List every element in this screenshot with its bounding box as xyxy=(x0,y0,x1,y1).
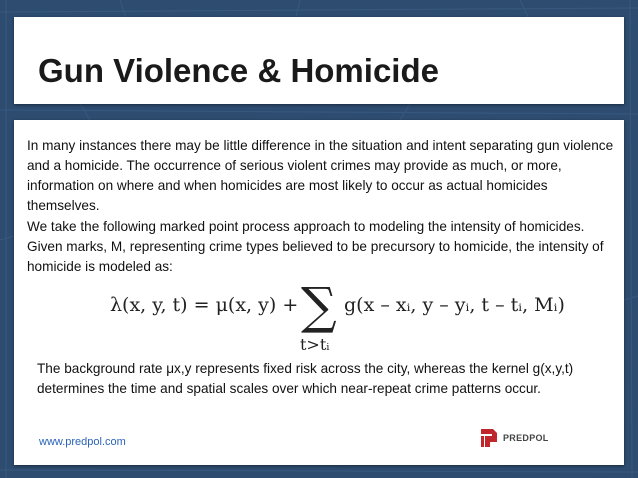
paragraph-gun-violence: In many instances there may be little difference in the situation and intent separating gun violence and a homicide. The occurrence of serious violent crimes may provide as much, or more, information on where and when homicides are most likely to occur as actual homicides themselves. xyxy=(27,138,614,213)
predpol-logo-icon xyxy=(479,427,499,449)
formula-rhs: g(x – xᵢ, y – yᵢ, t – tᵢ, Mᵢ) xyxy=(344,294,565,316)
paragraph-background-rate: The background rate μx,y represents fixed risk across the city, whereas the kernel g(x,y,t) determines the time and spatial scales over which near-repeat crime patterns occur. xyxy=(37,361,574,396)
predpol-logo xyxy=(479,426,549,450)
summation-subscript: t>tᵢ xyxy=(300,335,330,354)
content-card xyxy=(14,120,624,465)
paragraph-point-process: We take the following marked point process approach to modeling the intensity of homicides. Given marks, M, representing crime types believed to be precursory to homicide, the intensity of homicide is modeled as: xyxy=(27,219,604,274)
summation-symbol: ∑ xyxy=(301,277,337,335)
slide-title: Gun Violence & Homicide xyxy=(38,52,439,89)
predpol-website-link[interactable]: www.predpol.com xyxy=(39,436,126,448)
intensity-formula xyxy=(110,277,570,358)
title-card xyxy=(14,17,624,104)
formula-lhs: λ(x, y, t) = μ(x, y) + xyxy=(110,294,299,316)
predpol-logo-text: PREDPOL xyxy=(503,433,549,443)
